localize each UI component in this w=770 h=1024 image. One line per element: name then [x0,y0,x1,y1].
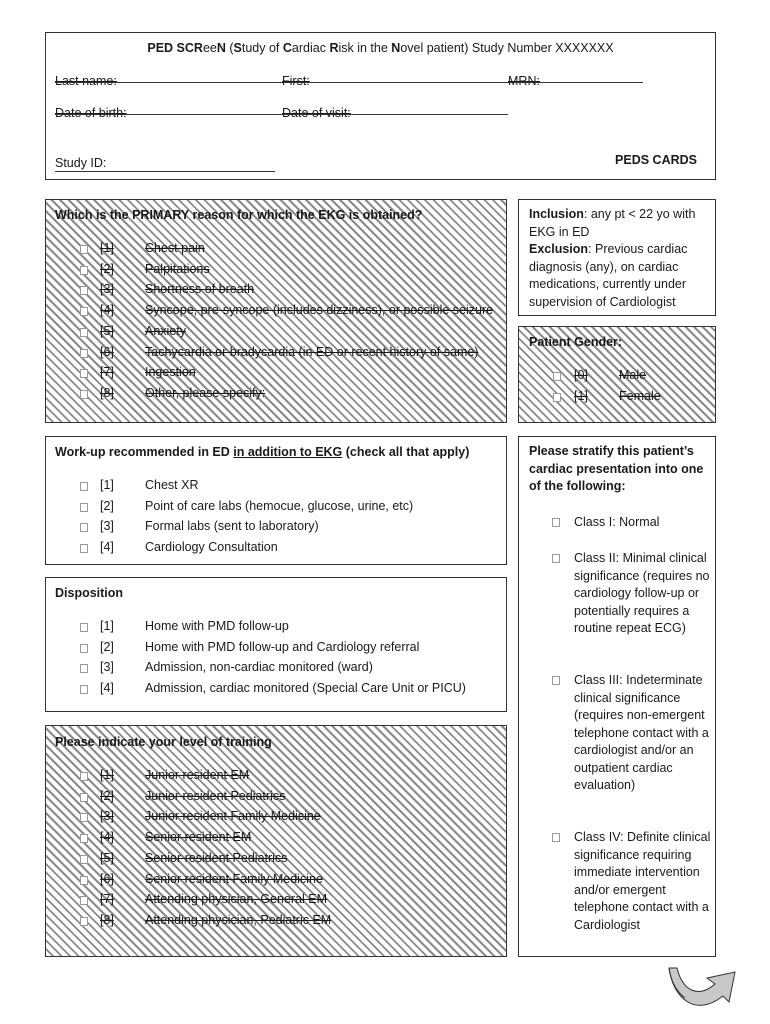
training-question: Please indicate your level of training [55,735,272,749]
training-option-label: Senior resident Pediatrics [145,850,288,865]
gender-option-checkbox[interactable] [553,393,561,402]
stratify-class-checkbox[interactable] [552,676,560,685]
stratify-class-checkbox[interactable] [552,833,560,842]
primary-reason-box [45,199,507,423]
title-segment: S [233,41,242,55]
gender-question: Patient Gender: [529,335,623,349]
first-name-label: First: [282,74,310,88]
training-option-code: [2] [100,788,114,803]
study-id-label: Study ID: [55,156,107,170]
workup-option-label: Cardiology Consultation [145,540,278,555]
title-segment: N [216,41,226,55]
disposition-option-checkbox[interactable] [80,685,88,694]
training-box [45,725,507,957]
disposition-option-label: Home with PMD follow-up [145,619,289,633]
exclusion-label: Exclusion [529,242,589,256]
primary-reason-question: Which is the PRIMARY reason for which the EKG is obtained? [55,208,423,222]
disposition-option-label: Admission, cardiac monitored (Special Care Unit or PICU) [145,681,466,696]
training-option-checkbox[interactable] [80,793,88,802]
training-option-code: [5] [100,850,114,865]
training-option-checkbox[interactable] [80,917,88,926]
workup-option-label: Point of care labs (hemocue, glucose, urine, etc) [145,498,414,513]
stratify-class-label: Class III: Indeterminate clinical significance (requires non-emergent telephone contact with a cardiologist and/or an outpatient cardiac evaluation) [574,673,709,792]
study-id-field[interactable] [55,171,275,172]
workup-option-checkbox[interactable] [80,503,88,512]
visit-date-label: Date of visit: [282,106,351,120]
training-option-label: Attending physician, General EM [145,892,328,907]
primary-reason-option-checkbox[interactable] [80,369,88,378]
primary-reason-option-code: [5] [100,323,114,338]
next-page-arrow-icon[interactable] [665,958,745,1022]
workup-q-suffix: (check all that apply) [342,445,470,459]
stratify-class-checkbox[interactable] [552,554,560,563]
workup-option-checkbox[interactable] [80,523,88,532]
workup-option-code: [4] [100,540,114,555]
primary-reason-option-code: [1] [100,241,114,255]
inclusion-text: : any pt < 22 yo with EKG in ED [529,207,696,239]
disposition-title: Disposition [55,586,124,600]
disposition-box [45,577,507,712]
training-option-label: Junior resident Family Medicine [145,809,321,824]
title-segment: tudy of [241,41,283,55]
primary-reason-option-label: Anxiety [145,323,186,338]
gender-box [518,326,716,423]
workup-option-code: [2] [100,498,114,513]
disposition-option-checkbox[interactable] [80,644,88,653]
training-option-label: Senior resident EM [145,830,252,845]
gender-option-code: [0] [574,368,588,382]
primary-reason-option-checkbox[interactable] [80,307,88,316]
mrn-label: MRN: [508,74,540,88]
last-name-field[interactable] [55,82,283,83]
training-option-checkbox[interactable] [80,834,88,843]
first-name-field[interactable] [282,82,510,83]
primary-reason-option-label: Palpitations [145,261,210,276]
primary-reason-option-checkbox[interactable] [80,390,88,399]
training-option-checkbox[interactable] [80,896,88,905]
workup-q-underlined: in addition to EKG [233,445,343,459]
disposition-option-code: [1] [100,619,114,633]
exclusion-text: : Previous cardiac diagnosis (any), on cardiac medications, currently under supervision of Cardiologist [529,242,688,309]
primary-reason-option-code: [2] [100,261,114,276]
primary-reason-option-code: [8] [100,385,114,400]
criteria-text [529,206,709,311]
peds-cards-label: PEDS CARDS [615,153,697,167]
training-option-code: [1] [100,768,114,782]
inclusion-label: Inclusion [529,207,584,221]
training-option-code: [6] [100,871,114,886]
training-option-checkbox[interactable] [80,855,88,864]
training-option-label: Senior resident Family Medicine [145,871,323,886]
training-option-label: Junior resident Pediatrics [145,788,286,803]
primary-reason-option-checkbox[interactable] [80,328,88,337]
last-name-label: Last name: [55,74,117,88]
primary-reason-option-checkbox[interactable] [80,286,88,295]
stratify-class-checkbox[interactable] [552,518,560,527]
training-option-checkbox[interactable] [80,876,88,885]
workup-option-checkbox[interactable] [80,482,88,491]
title-segment: isk in the [338,41,392,55]
primary-reason-option-label: Other, please specify: [145,385,266,400]
workup-q-prefix: Work-up recommended in ED [55,445,234,459]
training-option-code: [4] [100,830,114,845]
workup-option-code: [3] [100,519,114,534]
training-option-checkbox[interactable] [80,813,88,822]
header-box [45,32,716,180]
workup-option-checkbox[interactable] [80,544,88,553]
primary-reason-option-code: [3] [100,282,114,297]
training-option-code: [8] [100,912,114,927]
primary-reason-option-checkbox[interactable] [80,266,88,275]
disposition-option-label: Home with PMD follow-up and Cardiology referral [145,639,420,654]
form-title [46,41,715,55]
disposition-option-label: Admission, non-cardiac monitored (ward) [145,660,373,675]
primary-reason-option-checkbox[interactable] [80,349,88,358]
gender-option-label: Female [619,389,661,403]
disposition-option-code: [4] [100,681,114,696]
training-option-checkbox[interactable] [80,772,88,781]
primary-reason-option-label: Chest pain [145,241,205,255]
workup-option-code: [1] [100,478,114,492]
disposition-option-checkbox[interactable] [80,664,88,673]
primary-reason-option-code: [6] [100,344,114,359]
title-segment: C [282,41,292,55]
title-segment: PED SCR [147,41,203,55]
primary-reason-option-label: Shortness of breath [145,282,255,297]
stratify-class-label: Class IV: Definite clinical significance requiring immediate intervention and/or emergent telephone contact with a Cardiologist [574,830,711,932]
training-option-code: [3] [100,809,114,824]
primary-reason-option-label: Syncope, pre-syncope (includes dizziness), or possible seizure [145,303,494,318]
disposition-option-code: [3] [100,660,114,675]
dob-field[interactable] [55,114,283,115]
gender-option-label: Male [619,368,647,382]
title-segment: ( [225,41,234,55]
training-option-label: Attending physician, Pediatric EM [145,912,332,927]
workup-option-label: Formal labs (sent to laboratory) [145,519,319,534]
stratify-question: Please stratify this patient’s cardiac presentation into one of the following: [529,444,704,493]
title-segment: ee [202,41,217,55]
mrn-field[interactable] [508,82,643,83]
primary-reason-option-label: Tachycardia or bradycardia (in ED or recent history of same) [145,344,479,359]
title-segment: N [391,41,401,55]
visit-date-field[interactable] [282,114,508,115]
primary-reason-option-code: [4] [100,303,114,318]
stratify-class-label: Class I: Normal [574,515,660,529]
training-option-label: Junior resident EM [145,768,250,782]
title-segment: ovel patient) Study Number XXXXXXX [400,41,614,55]
title-segment: R [329,41,339,55]
training-option-code: [7] [100,892,114,907]
stratify-class-label: Class II: Minimal clinical significance (requires no cardiology follow-up or potentially requires a routine repeat ECG) [574,551,710,635]
dob-label: Date of birth: [55,106,127,120]
criteria-box [518,199,716,316]
disposition-option-code: [2] [100,639,114,654]
primary-reason-option-label: Ingestion [145,365,196,380]
gender-option-checkbox[interactable] [553,372,561,381]
gender-option-code: [1] [574,389,588,403]
primary-reason-option-code: [7] [100,365,114,380]
workup-option-label: Chest XR [145,478,199,492]
title-segment: ardiac [291,41,330,55]
primary-reason-option-checkbox[interactable] [80,245,88,254]
disposition-option-checkbox[interactable] [80,623,88,632]
workup-box [45,436,507,565]
stratify-box [518,436,716,957]
workup-question [55,445,469,459]
